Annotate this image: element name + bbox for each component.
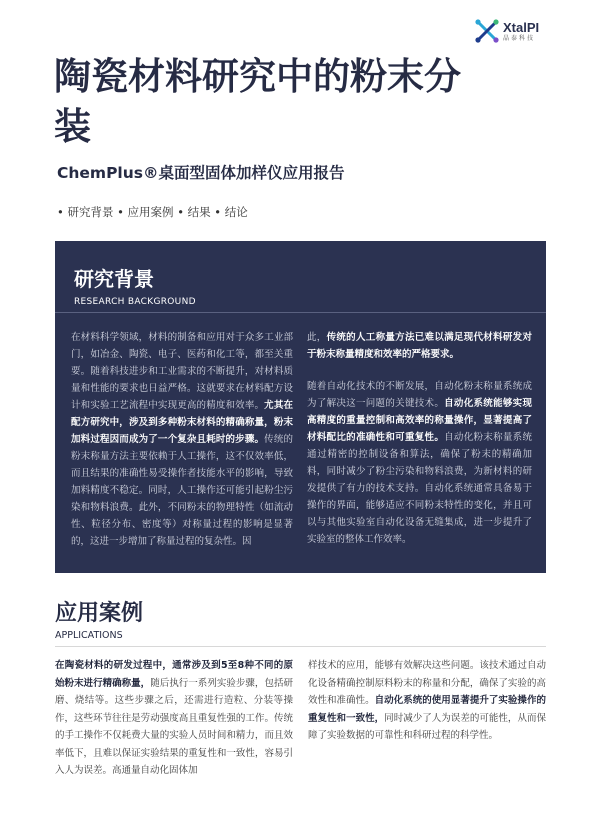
research-section-title: 研究背景 bbox=[74, 267, 154, 291]
applications-left-paragraph bbox=[55, 657, 293, 780]
research-right-paragraph-1 bbox=[307, 329, 532, 363]
toc-item-conclusion: • 结论 bbox=[210, 205, 248, 219]
xtalpi-logo-icon bbox=[474, 18, 500, 44]
logo-name: XtalPI bbox=[503, 19, 540, 35]
research-right-text-1: 此， bbox=[307, 332, 327, 343]
research-background-panel bbox=[55, 241, 546, 573]
research-left-text-1: 在材料科学领域，材料的制备和应用对于众多工业部门，如冶金、陶瓷、电子、医药和化工等，都至关重要。随着科技进步和工业需求的不断提升，对材料质量和性能的要求也日益严格。这就要求在材料配方设计和实验工艺流程中实现更高的精度和效率。 bbox=[71, 332, 293, 411]
research-right-text-2: 随着自动化技术的不断发展，自动化粉末称量系统成为了解决这一问题的关键技术。 bbox=[307, 381, 532, 409]
toc-item-applications: • 应用案例 bbox=[113, 205, 174, 219]
research-left-text-2: 传统的粉末称量方法主要依赖于人工操作，这不仅效率低，而且结果的准确性易受操作者技能水平的影响，导致加料精度不稳定。同时，人工操作还可能引起粉尘污染和物料浪费。此外，不同粉末的物理特性（如流动性、粒径分布、密度等）对称量过程的影响是显著的，这进一步增加了称量过程的复杂性。因 bbox=[71, 434, 293, 547]
applications-right-text-1: 样技术的应用，能够有效解决这些问题。该技术通过自动化设备精确控制原料粉末的称量和分配，确保了实验的高效性和准确性。 bbox=[308, 660, 546, 706]
page-subtitle: ChemPlus®桌面型固体加样仪应用报告 bbox=[57, 164, 345, 182]
applications-right-highlight: 自动化系统的使用显著提升了实验操作的重复性和一致性， bbox=[308, 695, 546, 724]
research-left-highlight: 尤其在配方研究中，涉及到多种粉末材料的精确称量，粉末加料过程因而成为了一个复杂且耗时的步骤。 bbox=[71, 400, 293, 445]
applications-right-paragraph bbox=[308, 657, 546, 745]
research-right-text-3: 自动化粉末称量系统通过精密的控制设备和算法，确保了粉末的精确加料，同时减少了粉尘污染和物料浪费，为新材料的研发提供了有力的技术支持。自动化系统通常具备易于操作的界面，能够适应不同粉末特性的变化，并且可以与其他实验室自动化设备无缝集成，进一步提升了实验室的整体工作效率。 bbox=[307, 432, 532, 545]
table-of-contents bbox=[57, 204, 248, 220]
research-divider bbox=[55, 312, 546, 313]
research-right-highlight-1: 传统的人工称量方法已难以满足现代材料研发对于粉末称量精度和效率的严格要求。 bbox=[307, 332, 532, 360]
logo-subtitle: 晶泰科技 bbox=[503, 34, 536, 42]
research-right-highlight-2: 自动化系统能够实现高精度的重量控制和高效率的称量操作，显著提高了材料配比的准确性和可重复性。 bbox=[307, 398, 532, 443]
applications-left-highlight: 在陶瓷材料的研发过程中，通常涉及到5至8种不同的原始粉末进行精确称量， bbox=[55, 660, 293, 689]
applications-section-title: 应用案例 bbox=[55, 601, 144, 626]
applications-left-text: 随后执行一系列实验步骤，包括研磨、烧结等。这些步骤之后，还需进行造粒、分装等操作，这些环节往往是劳动强度高且重复性强的工作。传统的手工操作不仅耗费大量的实验人员时间和精力，而且效率低下，且难以保证实验结果的重复性和一致性，容易引入人为误差。高通量自动化固体加 bbox=[55, 677, 293, 776]
applications-right-text-2: 同时减少了人为误差的可能性，从而保障了实验数据的可靠性和科研过程的科学性。 bbox=[308, 712, 546, 741]
applications-section-title-en: APPLICATIONS bbox=[55, 630, 123, 641]
page-title: 陶瓷材料研究中的粉末分装 bbox=[54, 55, 461, 148]
xtalpi-logo bbox=[474, 18, 539, 44]
toc-item-results: • 结果 bbox=[173, 205, 211, 219]
applications-divider bbox=[55, 646, 546, 647]
toc-item-background: • 研究背景 bbox=[57, 205, 114, 219]
research-section-title-en: RESEARCH BACKGROUND bbox=[74, 297, 196, 307]
research-left-paragraph bbox=[71, 329, 293, 550]
research-right-paragraph-2 bbox=[307, 378, 532, 548]
